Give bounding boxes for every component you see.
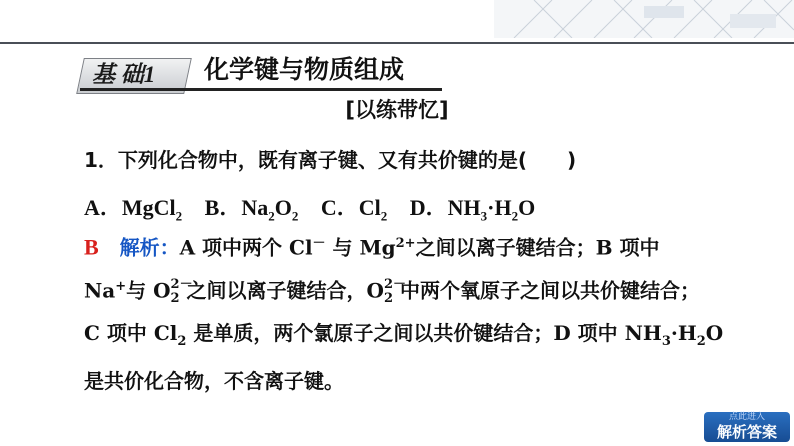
option-b[interactable]: B．$Na_2O_2$: [204, 195, 299, 224]
view-answer-button[interactable]: [704, 412, 790, 442]
option-d[interactable]: D．$NH_3\cdot H_2O$: [409, 195, 536, 224]
section-badge-label: 基 础1: [92, 62, 156, 87]
answer-letter: B: [84, 234, 99, 260]
section-title: 化学键与物质组成: [204, 55, 405, 84]
question-options: [84, 193, 535, 231]
answer-line-3: C 项中 $Cl_2$ 是单质，两个氯原子之间以共价键结合；D 项中 $NH_3\cdot H_2O$: [84, 321, 724, 349]
enter-label: 解析答案: [716, 423, 777, 441]
header-underline: [80, 88, 442, 91]
oxide-ion-notation: 2－ 2: [383, 277, 407, 307]
option-a[interactable]: A．MgCl$_2$: [84, 195, 183, 224]
answer-label: 解析：: [119, 235, 180, 260]
answer-line-1: B 解析：A 项中两个 Cl－ 与 $Mg^{2+}$之间以离子键结合；B 项中: [84, 234, 660, 260]
top-divider: [0, 42, 794, 44]
practice-tag: [以练带忆]: [345, 98, 449, 122]
oxide-ion-notation: 2－ 2: [170, 277, 193, 307]
enter-hint: 点此进入: [728, 412, 765, 422]
answer-line-4: 是共价化合物，不含离子键。: [84, 369, 344, 393]
option-c[interactable]: C．$Cl_2$: [320, 195, 388, 224]
decorative-corner-pattern: [494, 0, 794, 38]
answer-line-2: Na+与 O 2－ 2 之间以离子键结合，O 2－ 2 中两个氧原子之间以共价键结合；: [84, 277, 700, 307]
question-stem: 1．下列化合物中，既有离子键、又有共价键的是( ): [84, 148, 577, 172]
